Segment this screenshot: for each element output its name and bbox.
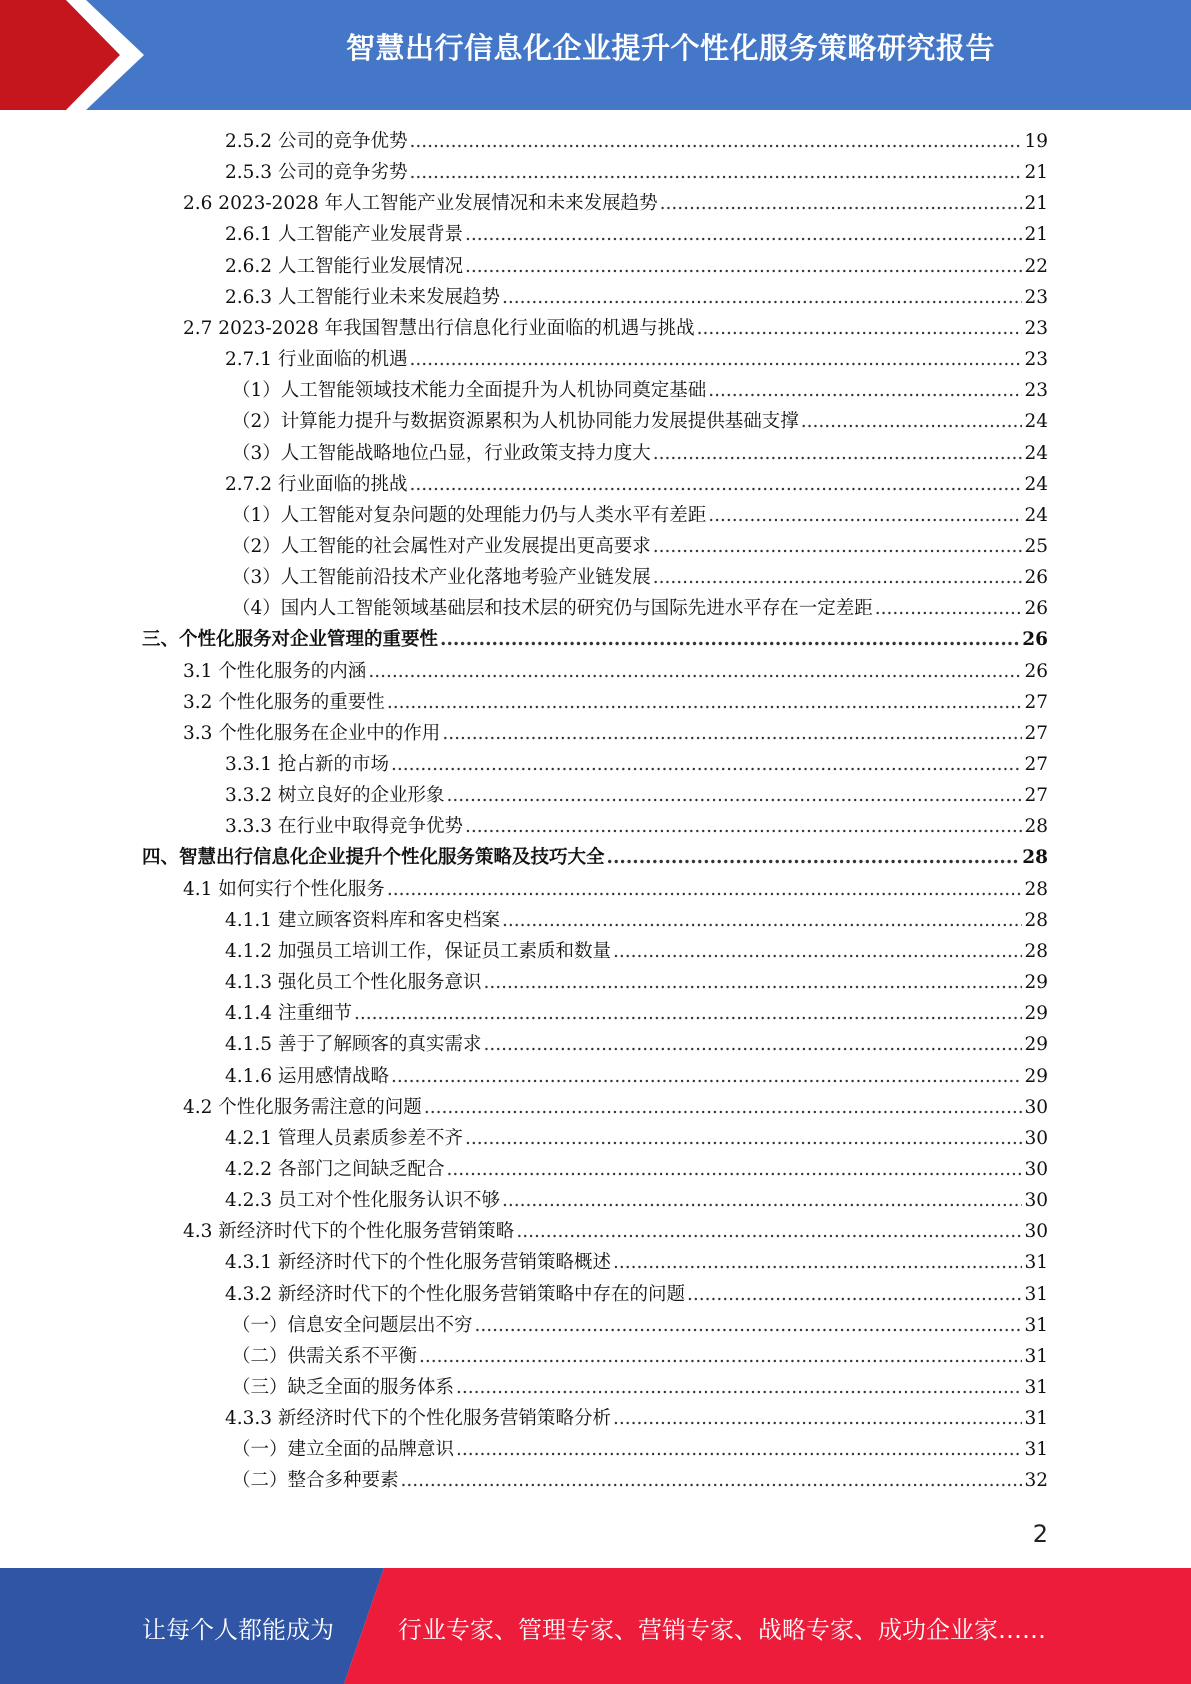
toc-entry[interactable] — [232, 562, 1048, 593]
toc-entry-title: 3.3 个性化服务在企业中的作用 — [183, 722, 441, 744]
toc-entry-title: 4.1 如何实行个性化服务 — [183, 878, 385, 900]
toc-entry-page: 31 — [1024, 1252, 1048, 1274]
toc-entry-page: 29 — [1024, 1034, 1048, 1056]
toc-entry[interactable] — [225, 157, 1048, 188]
toc-entry[interactable] — [225, 1061, 1048, 1092]
toc-leader-dots — [409, 157, 1022, 188]
toc-entry-title: 2.7 2023-2028 年我国智慧出行信息化行业面临的机遇与挑战 — [183, 317, 695, 339]
toc-entry-title: （3）人工智能战略地位凸显，行业政策支持力度大 — [232, 442, 651, 464]
toc-leader-dots — [424, 1092, 1023, 1123]
toc-entry[interactable] — [225, 1123, 1048, 1154]
toc-leader-dots — [502, 282, 1022, 313]
toc-entry-page: 31 — [1024, 1408, 1048, 1430]
toc-entry[interactable] — [232, 593, 1048, 624]
toc-entry-page: 30 — [1024, 1096, 1048, 1118]
toc-entry[interactable] — [225, 344, 1048, 375]
toc-entry-title: 2.6.3 人工智能行业未来发展趋势 — [225, 286, 500, 308]
toc-entry-title: 4.1.4 注重细节 — [225, 1003, 352, 1025]
toc-entry-title: （二）供需关系不平衡 — [232, 1345, 418, 1367]
toc-entry-title: 3.3.2 树立良好的企业形象 — [225, 785, 445, 807]
toc-leader-dots — [697, 313, 1023, 344]
toc-leader-dots — [440, 624, 1020, 655]
toc-leader-dots — [483, 1029, 1022, 1060]
toc-entry-page: 30 — [1024, 1158, 1048, 1180]
report-title: 智慧出行信息化企业提升个性化服务策略研究报告 — [345, 31, 995, 65]
toc-leader-dots — [502, 905, 1022, 936]
toc-entry-page: 24 — [1024, 442, 1048, 464]
toc-leader-dots — [442, 718, 1022, 749]
toc-entry-title: 4.2.2 各部门之间缺乏配合 — [225, 1158, 445, 1180]
toc-entry-page: 26 — [1024, 567, 1048, 589]
toc-entry-page: 24 — [1024, 504, 1048, 526]
toc-leader-dots — [456, 1372, 1022, 1403]
toc-leader-dots — [502, 1185, 1022, 1216]
toc-leader-dots — [391, 749, 1022, 780]
toc-entry-title: 4.1.1 建立顾客资料库和客史档案 — [225, 909, 500, 931]
toc-entry-page: 27 — [1024, 754, 1048, 775]
toc-entry[interactable] — [232, 1341, 1048, 1372]
toc-entry[interactable] — [183, 687, 1048, 718]
toc-leader-dots — [409, 469, 1022, 500]
toc-leader-dots — [368, 656, 1022, 687]
toc-entry-title: 3.3.3 在行业中取得竞争优势 — [225, 816, 463, 838]
toc-leader-dots — [653, 438, 1023, 469]
toc-entry-page: 28 — [1024, 816, 1048, 838]
toc-entry-title: 3.2 个性化服务的重要性 — [183, 691, 385, 713]
toc-entry-page: 31 — [1024, 1439, 1048, 1461]
toc-entry-title: 4.1.2 加强员工培训工作，保证员工素质和数量 — [225, 940, 611, 962]
toc-entry-page: 30 — [1024, 1221, 1048, 1243]
toc-leader-dots — [465, 1123, 1022, 1154]
toc-entry-page: 30 — [1024, 1127, 1048, 1149]
toc-leader-dots — [660, 188, 1023, 219]
toc-entry[interactable] — [142, 624, 1048, 655]
toc-leader-dots — [446, 780, 1022, 811]
toc-entry-title: 3.3.1 抢占新的市场 — [225, 754, 389, 775]
toc-entry[interactable] — [225, 1403, 1048, 1434]
toc-entry-title: 2.6.2 人工智能行业发展情况 — [225, 255, 463, 277]
toc-leader-dots — [391, 1061, 1022, 1092]
toc-entry-page: 21 — [1024, 224, 1048, 246]
toc-entry-title: 4.2.1 管理人员素质参差不齐 — [225, 1127, 463, 1149]
toc-leader-dots — [708, 375, 1022, 406]
toc-entry[interactable] — [225, 936, 1048, 967]
toc-entry-page: 31 — [1024, 1345, 1048, 1367]
toc-entry[interactable] — [225, 282, 1048, 313]
toc-entry-title: （3）人工智能前沿技术产业化落地考验产业链发展 — [232, 567, 651, 589]
toc-entry[interactable] — [225, 1279, 1048, 1310]
toc-entry-title: 三、个性化服务对企业管理的重要性 — [142, 629, 439, 651]
toc-leader-dots — [465, 219, 1022, 250]
toc-leader-dots — [387, 687, 1023, 718]
toc-entry-title: 2.5.3 公司的竞争劣势 — [225, 162, 408, 184]
toc-entry-page: 27 — [1024, 785, 1048, 807]
toc-entry-title: （4）国内人工智能领域基础层和技术层的研究仍与国际先进水平存在一定差距 — [232, 598, 873, 620]
toc-entry[interactable] — [183, 313, 1048, 344]
toc-entry-page: 27 — [1024, 722, 1048, 744]
toc-entry[interactable] — [225, 811, 1048, 842]
toc-entry-title: 4.1.3 强化员工个性化服务意识 — [225, 972, 482, 994]
toc-entry-page: 31 — [1024, 1377, 1048, 1398]
toc-entry[interactable] — [225, 251, 1048, 282]
toc-entry[interactable] — [183, 1092, 1048, 1123]
toc-entry-page: 28 — [1024, 878, 1048, 900]
toc-entry-title: 4.3.2 新经济时代下的个性化服务营销策略中存在的问题 — [225, 1283, 685, 1305]
toc-leader-dots — [613, 1403, 1022, 1434]
footer-slogan-left: 让每个人都能成为 — [142, 1616, 334, 1644]
toc-entry-title: 4.2.3 员工对个性化服务认识不够 — [225, 1190, 500, 1212]
toc-entry-page: 25 — [1024, 535, 1048, 557]
toc-entry[interactable] — [232, 531, 1048, 562]
toc-leader-dots — [456, 1434, 1022, 1465]
toc-leader-dots — [409, 344, 1022, 375]
toc-leader-dots — [475, 1310, 1023, 1341]
toc-entry[interactable] — [225, 469, 1048, 500]
page-header — [0, 0, 1191, 110]
toc-leader-dots — [465, 251, 1022, 282]
toc-entry-title: 2.6 2023-2028 年人工智能产业发展情况和未来发展趋势 — [183, 193, 658, 215]
toc-entry[interactable] — [225, 1154, 1048, 1185]
toc-entry[interactable] — [225, 126, 1048, 157]
toc-entry-title: （2）计算能力提升与数据资源累积为人机协同能力发展提供基础支撑 — [232, 411, 799, 433]
toc-entry-page: 31 — [1024, 1314, 1048, 1336]
toc-entry[interactable] — [232, 1465, 1048, 1496]
toc-entry-title: 2.7.2 行业面临的挑战 — [225, 473, 408, 495]
toc-leader-dots — [354, 998, 1023, 1029]
toc-entry-title: 2.5.2 公司的竞争优势 — [225, 131, 408, 152]
toc-entry-page: 24 — [1024, 411, 1048, 433]
toc-entry[interactable] — [225, 780, 1048, 811]
toc-entry[interactable] — [183, 656, 1048, 687]
toc-entry[interactable] — [183, 1216, 1048, 1247]
toc-entry-title: （1）人工智能领域技术能力全面提升为人机协同奠定基础 — [232, 380, 707, 402]
toc-entry-page: 26 — [1024, 660, 1048, 682]
toc-entry-page: 23 — [1024, 286, 1048, 308]
toc-entry[interactable] — [225, 749, 1048, 780]
toc-entry[interactable] — [232, 500, 1048, 531]
toc-entry-title: （1）人工智能对复杂问题的处理能力仍与人类水平有差距 — [232, 504, 707, 526]
toc-entry[interactable] — [183, 874, 1048, 905]
toc-entry-page: 27 — [1024, 691, 1048, 713]
toc-leader-dots — [613, 936, 1022, 967]
toc-entry[interactable] — [232, 438, 1048, 469]
toc-entry-page: 19 — [1024, 131, 1048, 152]
toc-entry[interactable] — [232, 375, 1048, 406]
toc-entry-page: 29 — [1024, 972, 1048, 994]
toc-entry-title: 4.3 新经济时代下的个性化服务营销策略 — [183, 1221, 515, 1243]
toc-entry-page: 28 — [1022, 847, 1048, 869]
toc-entry-title: （三）缺乏全面的服务体系 — [232, 1377, 455, 1398]
toc-leader-dots — [516, 1216, 1022, 1247]
toc-entry[interactable] — [232, 1310, 1048, 1341]
toc-entry-title: 4.3.3 新经济时代下的个性化服务营销策略分析 — [225, 1408, 611, 1430]
toc-entry-page: 23 — [1024, 317, 1048, 339]
toc-leader-dots — [801, 406, 1023, 437]
toc-entry[interactable] — [225, 905, 1048, 936]
toc-entry[interactable] — [232, 1434, 1048, 1465]
toc-entry-title: （二）整合多种要素 — [232, 1470, 399, 1492]
toc-leader-dots — [465, 811, 1022, 842]
toc-entry-title: 2.6.1 人工智能产业发展背景 — [225, 224, 463, 246]
toc-entry-title: 4.1.6 运用感情战略 — [225, 1065, 389, 1087]
toc-entry-page: 29 — [1024, 1065, 1048, 1087]
toc-leader-dots — [653, 562, 1023, 593]
toc-leader-dots — [875, 593, 1023, 624]
toc-entry[interactable] — [225, 1247, 1048, 1278]
toc-entry-page: 29 — [1024, 1003, 1048, 1025]
toc-entry-page: 26 — [1022, 629, 1048, 651]
toc-entry-title: （一）信息安全问题层出不穷 — [232, 1314, 473, 1336]
toc-entry-page: 23 — [1024, 380, 1048, 402]
toc-entry-title: 4.3.1 新经济时代下的个性化服务营销策略概述 — [225, 1252, 611, 1274]
toc-entry-title: （2）人工智能的社会属性对产业发展提出更高要求 — [232, 535, 651, 557]
toc-entry-page: 28 — [1024, 940, 1048, 962]
toc-entry-page: 26 — [1024, 598, 1048, 620]
toc-entry-title: 2.7.1 行业面临的机遇 — [225, 349, 408, 371]
toc-leader-dots — [708, 500, 1022, 531]
toc-entry[interactable] — [142, 842, 1048, 873]
toc-entry-page: 21 — [1024, 162, 1048, 184]
toc-entry[interactable] — [183, 188, 1048, 219]
toc-entry[interactable] — [232, 1372, 1048, 1403]
toc-entry-title: 3.1 个性化服务的内涵 — [183, 660, 367, 682]
toc-leader-dots — [613, 1247, 1022, 1278]
page-footer — [0, 1568, 1191, 1684]
toc-entry-title: （一）建立全面的品牌意识 — [232, 1439, 455, 1461]
toc-entry-page: 23 — [1024, 349, 1048, 371]
toc-leader-dots — [419, 1341, 1022, 1372]
toc-entry-page: 28 — [1024, 909, 1048, 931]
page-number: 2 — [1032, 1520, 1048, 1548]
toc-entry[interactable] — [225, 1185, 1048, 1216]
toc-entry-title: 4.2 个性化服务需注意的问题 — [183, 1096, 422, 1118]
toc-entry[interactable] — [225, 998, 1048, 1029]
toc-leader-dots — [687, 1279, 1022, 1310]
toc-leader-dots — [446, 1154, 1022, 1185]
toc-entry[interactable] — [183, 718, 1048, 749]
toc-entry[interactable] — [232, 406, 1048, 437]
toc-entry[interactable] — [225, 219, 1048, 250]
toc-leader-dots — [653, 531, 1023, 562]
toc-entry-page: 30 — [1024, 1190, 1048, 1212]
toc-entry-page: 22 — [1024, 255, 1048, 277]
footer-slogan-right: 行业专家、管理专家、营销专家、战略专家、成功企业家…… — [398, 1616, 1046, 1644]
toc-entry-page: 24 — [1024, 473, 1048, 495]
toc-entry-page: 32 — [1024, 1470, 1048, 1492]
toc-entry-title: 4.1.5 善于了解顾客的真实需求 — [225, 1034, 482, 1056]
toc-entry[interactable] — [225, 1029, 1048, 1060]
toc-entry-page: 21 — [1024, 193, 1048, 215]
toc-leader-dots — [409, 126, 1022, 157]
toc-leader-dots — [607, 842, 1021, 873]
toc-leader-dots — [387, 874, 1023, 905]
toc-entry-title: 四、智慧出行信息化企业提升个性化服务策略及技巧大全 — [142, 847, 605, 869]
toc-entry[interactable] — [225, 967, 1048, 998]
toc-leader-dots — [401, 1465, 1023, 1496]
toc-leader-dots — [483, 967, 1022, 998]
toc-entry-page: 31 — [1024, 1283, 1048, 1305]
